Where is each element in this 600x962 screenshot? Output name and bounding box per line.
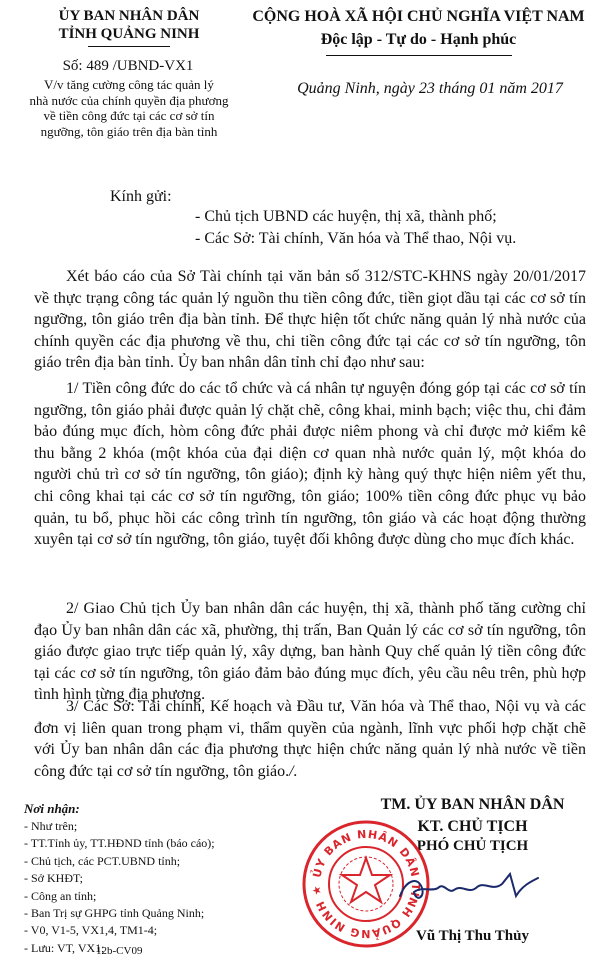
issuer-name-line2: TỈNH QUẢNG NINH bbox=[58, 26, 200, 42]
recipient-item: - Chủ tịch UBND các huyện, thị xã, thành phố; bbox=[195, 208, 497, 225]
distribution-title: Nơi nhận: bbox=[24, 801, 80, 816]
body-point-3-text: 3/ Các Sở: Tài chính, Kế hoạch và Đầu tư, Văn hóa và Thể thao, Nội vụ và các đơn vị liên quan trong phạm vi, thẩm quyền của ngành, lĩnh vực phối hợp chặt chẽ với Ủy ban nhân dân các địa phương thực hiện chức năng quản lý nhà nước về tiền công đức tại cơ sở tín ngưỡng, tôn giáo. bbox=[34, 698, 586, 780]
distribution-list bbox=[24, 818, 294, 957]
signature-title-2: KT. CHỦ TỊCH bbox=[417, 818, 528, 835]
end-mark: /. bbox=[289, 762, 298, 780]
signer-name: Vũ Thị Thu Thủy bbox=[415, 928, 529, 944]
issuer-name-line1: ỦY BAN NHÂN DÂN bbox=[58, 8, 200, 24]
handwritten-signature bbox=[392, 862, 542, 912]
national-title: CỘNG HOÀ XÃ HỘI CHỦ NGHĨA VIỆT NAM bbox=[252, 8, 585, 25]
body-point-2: 2/ Giao Chủ tịch Ủy ban nhân dân các huyện, thị xã, thành phố tăng cường chỉ đạo Ủy ban nhân dân các xã, phường, thị trấn, Ban Quản lý các cơ sở tín ngưỡng, tôn giáo được giao trực tiếp quản lý, xây dựng, ban hành Quy chế quản lý tiền công đức tại các cơ sở tín ngưỡng, tôn giáo đảm bảo đúng mục đích, yêu cầu nêu trên, phù hợp tình hình từng địa phương. bbox=[34, 600, 586, 704]
distribution-item: - Như trên; bbox=[24, 819, 78, 833]
subject-line: về tiền công đức tại các cơ sở tín bbox=[43, 108, 215, 123]
document-number: Số: 489 /UBND-VX1 bbox=[62, 58, 194, 74]
place-and-date: Quảng Ninh, ngày 23 tháng 01 năm 2017 bbox=[297, 80, 563, 97]
recipients-label: Kính gửi: bbox=[110, 188, 172, 205]
signature-title-3: PHÓ CHỦ TỊCH bbox=[416, 838, 529, 854]
motto-underline bbox=[326, 55, 512, 56]
document-subject bbox=[4, 77, 254, 139]
body-point-1: 1/ Tiền công đức do các tổ chức và cá nhân tự nguyện đóng góp tại các cơ sở tín ngưỡng, tôn giáo phải được quản lý chặt chẽ, công khai, minh bạch; việc thu, chi đảm bảo đúng mục đích, hòm công đức phải được niêm phong và chỉ được mở kiểm kê thu bằng 2 khóa (một khóa của đại diện cơ quan nhà nước quản lý, một khóa do người chủ trì cơ sở tín ngưỡng, tôn giáo); định kỳ hàng quý thực hiện niêm yết thu, chi công khai tại các cơ sở tín ngưỡng, tôn giáo; 100% tiền công đức phục vụ bảo quản, tu bổ, phục hồi các công trình tín ngưỡng, tôn giáo và các hoạt động thường xuyên tại cơ sở tín ngưỡng, tôn giáo, tuyệt đối không được dùng cho mục đích khác. bbox=[34, 380, 586, 549]
distribution-item: - Sở KHĐT; bbox=[24, 871, 84, 886]
distribution-item: - Công an tỉnh; bbox=[24, 888, 97, 903]
national-motto: Độc lập - Tự do - Hạnh phúc bbox=[320, 31, 517, 48]
distribution-item: - Chủ tịch, các PCT.UBND tỉnh; bbox=[24, 853, 181, 868]
distribution-item: - Ban Trị sự GHPG tỉnh Quảng Ninh; bbox=[24, 906, 205, 921]
subject-line: V/v tăng cường công tác quản lý bbox=[44, 77, 214, 92]
distribution-item: - Lưu: VT, VX1; bbox=[24, 940, 105, 955]
recipient-item: - Các Sở: Tài chính, Văn hóa và Thể thao, Nội vụ. bbox=[195, 230, 517, 247]
seal-text: ỦY BAN NHÂN DÂN TỈNH QUẢNG NINH ★ bbox=[309, 827, 423, 941]
subject-line: ngưỡng, tôn giáo trên địa bàn tỉnh bbox=[40, 123, 218, 139]
distribution-item: - TT.Tỉnh ủy, TT.HĐND tỉnh (báo cáo); bbox=[24, 836, 215, 851]
body-point-3 bbox=[34, 696, 586, 782]
file-code: 12b-CV09 bbox=[96, 945, 143, 957]
issuer-underline bbox=[88, 46, 170, 47]
signature-title-1: TM. ỦY BAN NHÂN DÂN bbox=[380, 796, 565, 813]
subject-line: nhà nước của chính quyền địa phương bbox=[29, 92, 229, 108]
distribution-item: - V0, V1-5, VX1,4, TM1-4; bbox=[24, 923, 158, 938]
body-intro: Xét báo cáo của Sở Tài chính tại văn bản số 312/STC-KHNS ngày 20/01/2017 về thực trạng công tác quản lý nguồn thu tiền công đức, tiền giọt dầu tại các cơ sở tín ngưỡng, tôn giáo trên địa bàn tỉnh. Để thực hiện tốt chức năng quản lý nhà nước của chính quyền các địa phương về thu, chi tiền công đức tại các cơ sở tín ngưỡng, tôn giáo trên địa bàn tỉnh. Ủy ban nhân dân tỉnh chỉ đạo như sau: bbox=[34, 268, 586, 372]
